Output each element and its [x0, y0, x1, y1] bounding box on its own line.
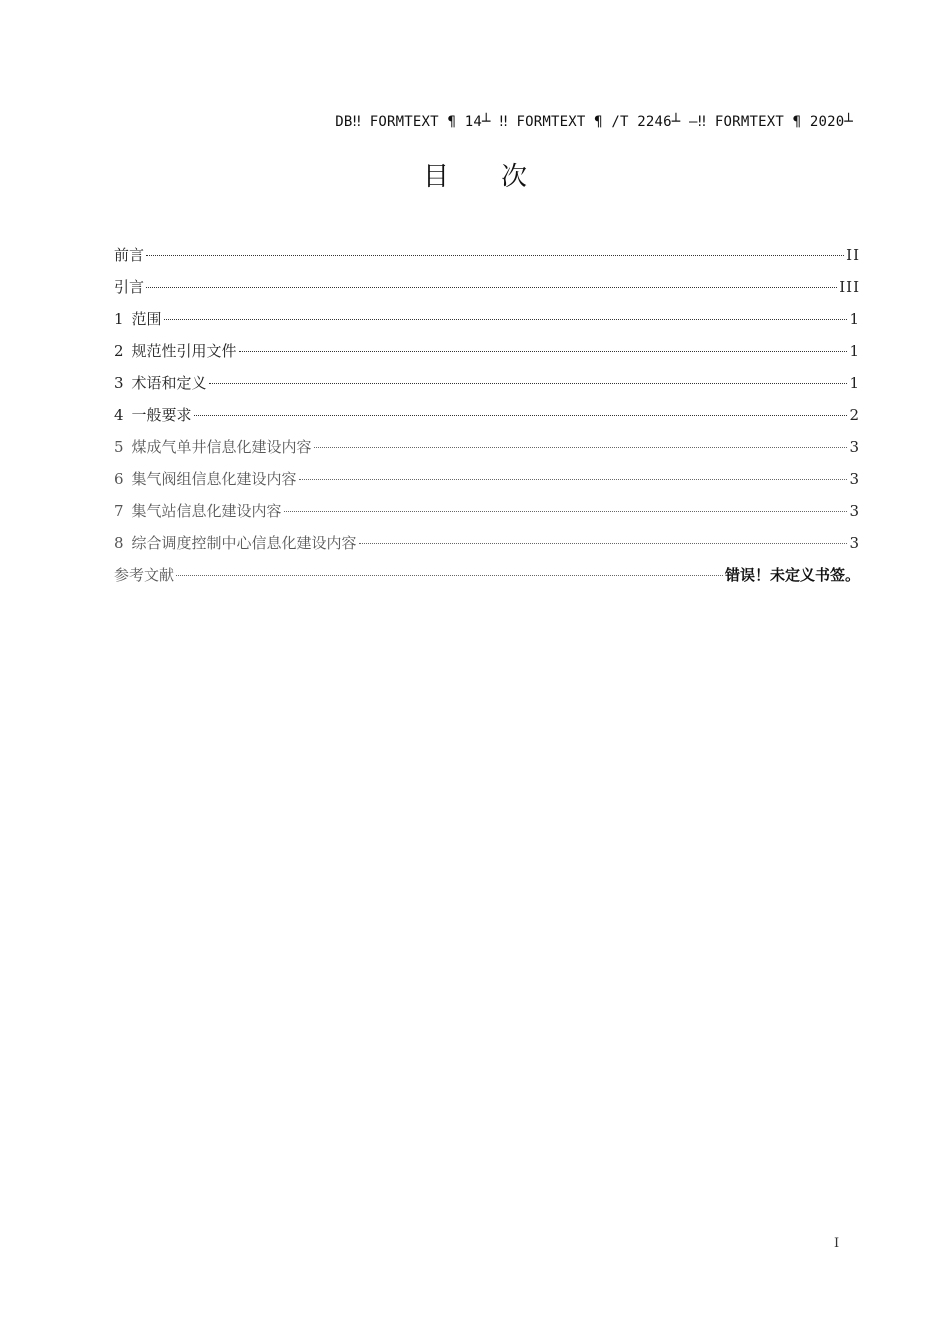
table-of-contents — [114, 244, 860, 596]
dot-leader — [359, 543, 848, 544]
toc-entry-control-center[interactable] — [114, 532, 860, 564]
toc-entry-scope[interactable] — [114, 308, 860, 340]
toc-entry-page: 3 — [849, 438, 860, 456]
dot-leader — [314, 447, 848, 448]
toc-entry-foreword[interactable] — [114, 244, 860, 276]
toc-entry-page: 2 — [849, 406, 860, 424]
toc-entry-label: 参考文献 — [114, 566, 175, 584]
toc-entry-label: 规范性引用文件 — [131, 342, 237, 360]
toc-entry-terms-definitions[interactable] — [114, 372, 860, 404]
toc-entry-label: 一般要求 — [131, 406, 192, 424]
toc-entry-normative-references[interactable] — [114, 340, 860, 372]
toc-entry-label: 引言 — [114, 278, 145, 296]
footer-page-number: I — [834, 1236, 840, 1251]
toc-entry-number: 4 — [114, 406, 124, 424]
toc-entry-page: II — [846, 246, 860, 264]
toc-entry-label: 煤成气单井信息化建设内容 — [131, 438, 312, 456]
toc-entry-page: III — [839, 278, 860, 296]
toc-entry-page: 1 — [849, 374, 860, 392]
dot-leader — [146, 255, 844, 256]
toc-entry-introduction[interactable] — [114, 276, 860, 308]
toc-entry-number: 3 — [114, 374, 124, 392]
toc-entry-bibliography[interactable] — [114, 564, 860, 596]
toc-entry-page: 3 — [849, 470, 860, 488]
toc-entry-single-well[interactable] — [114, 436, 860, 468]
toc-entry-page: 3 — [849, 502, 860, 520]
toc-entry-valve-group[interactable] — [114, 468, 860, 500]
dot-leader — [209, 383, 848, 384]
toc-entry-number: 6 — [114, 470, 124, 488]
toc-entry-label: 综合调度控制中心信息化建设内容 — [131, 534, 357, 552]
dot-leader — [146, 287, 837, 288]
toc-entry-general-requirements[interactable] — [114, 404, 860, 436]
dot-leader — [239, 351, 848, 352]
toc-entry-number: 5 — [114, 438, 124, 456]
dot-leader — [194, 415, 848, 416]
bookmark-error-text: 错误！未定义书签。 — [724, 566, 860, 584]
toc-entry-label: 集气站信息化建设内容 — [131, 502, 282, 520]
dot-leader — [176, 575, 723, 576]
toc-entry-number: 1 — [114, 310, 124, 328]
toc-entry-page: 3 — [849, 534, 860, 552]
toc-entry-number: 7 — [114, 502, 124, 520]
toc-entry-label: 集气阀组信息化建设内容 — [131, 470, 297, 488]
toc-entry-page: 1 — [849, 342, 860, 360]
toc-entry-page: 1 — [849, 310, 860, 328]
standard-code-header: DB‼ FORMTEXT ¶ 14┴ ‼ FORMTEXT ¶ /T 2246┴ —‼ FORMTEXT ¶ 2020┴ — [335, 114, 853, 130]
toc-entry-label: 术语和定义 — [131, 374, 207, 392]
dot-leader — [164, 319, 848, 320]
toc-entry-number: 2 — [114, 342, 124, 360]
toc-entry-label: 前言 — [114, 246, 145, 264]
toc-entry-label: 范围 — [131, 310, 162, 328]
toc-entry-gathering-station[interactable] — [114, 500, 860, 532]
page-title: 目次 — [422, 162, 579, 192]
dot-leader — [299, 479, 848, 480]
toc-entry-number: 8 — [114, 534, 124, 552]
dot-leader — [284, 511, 848, 512]
